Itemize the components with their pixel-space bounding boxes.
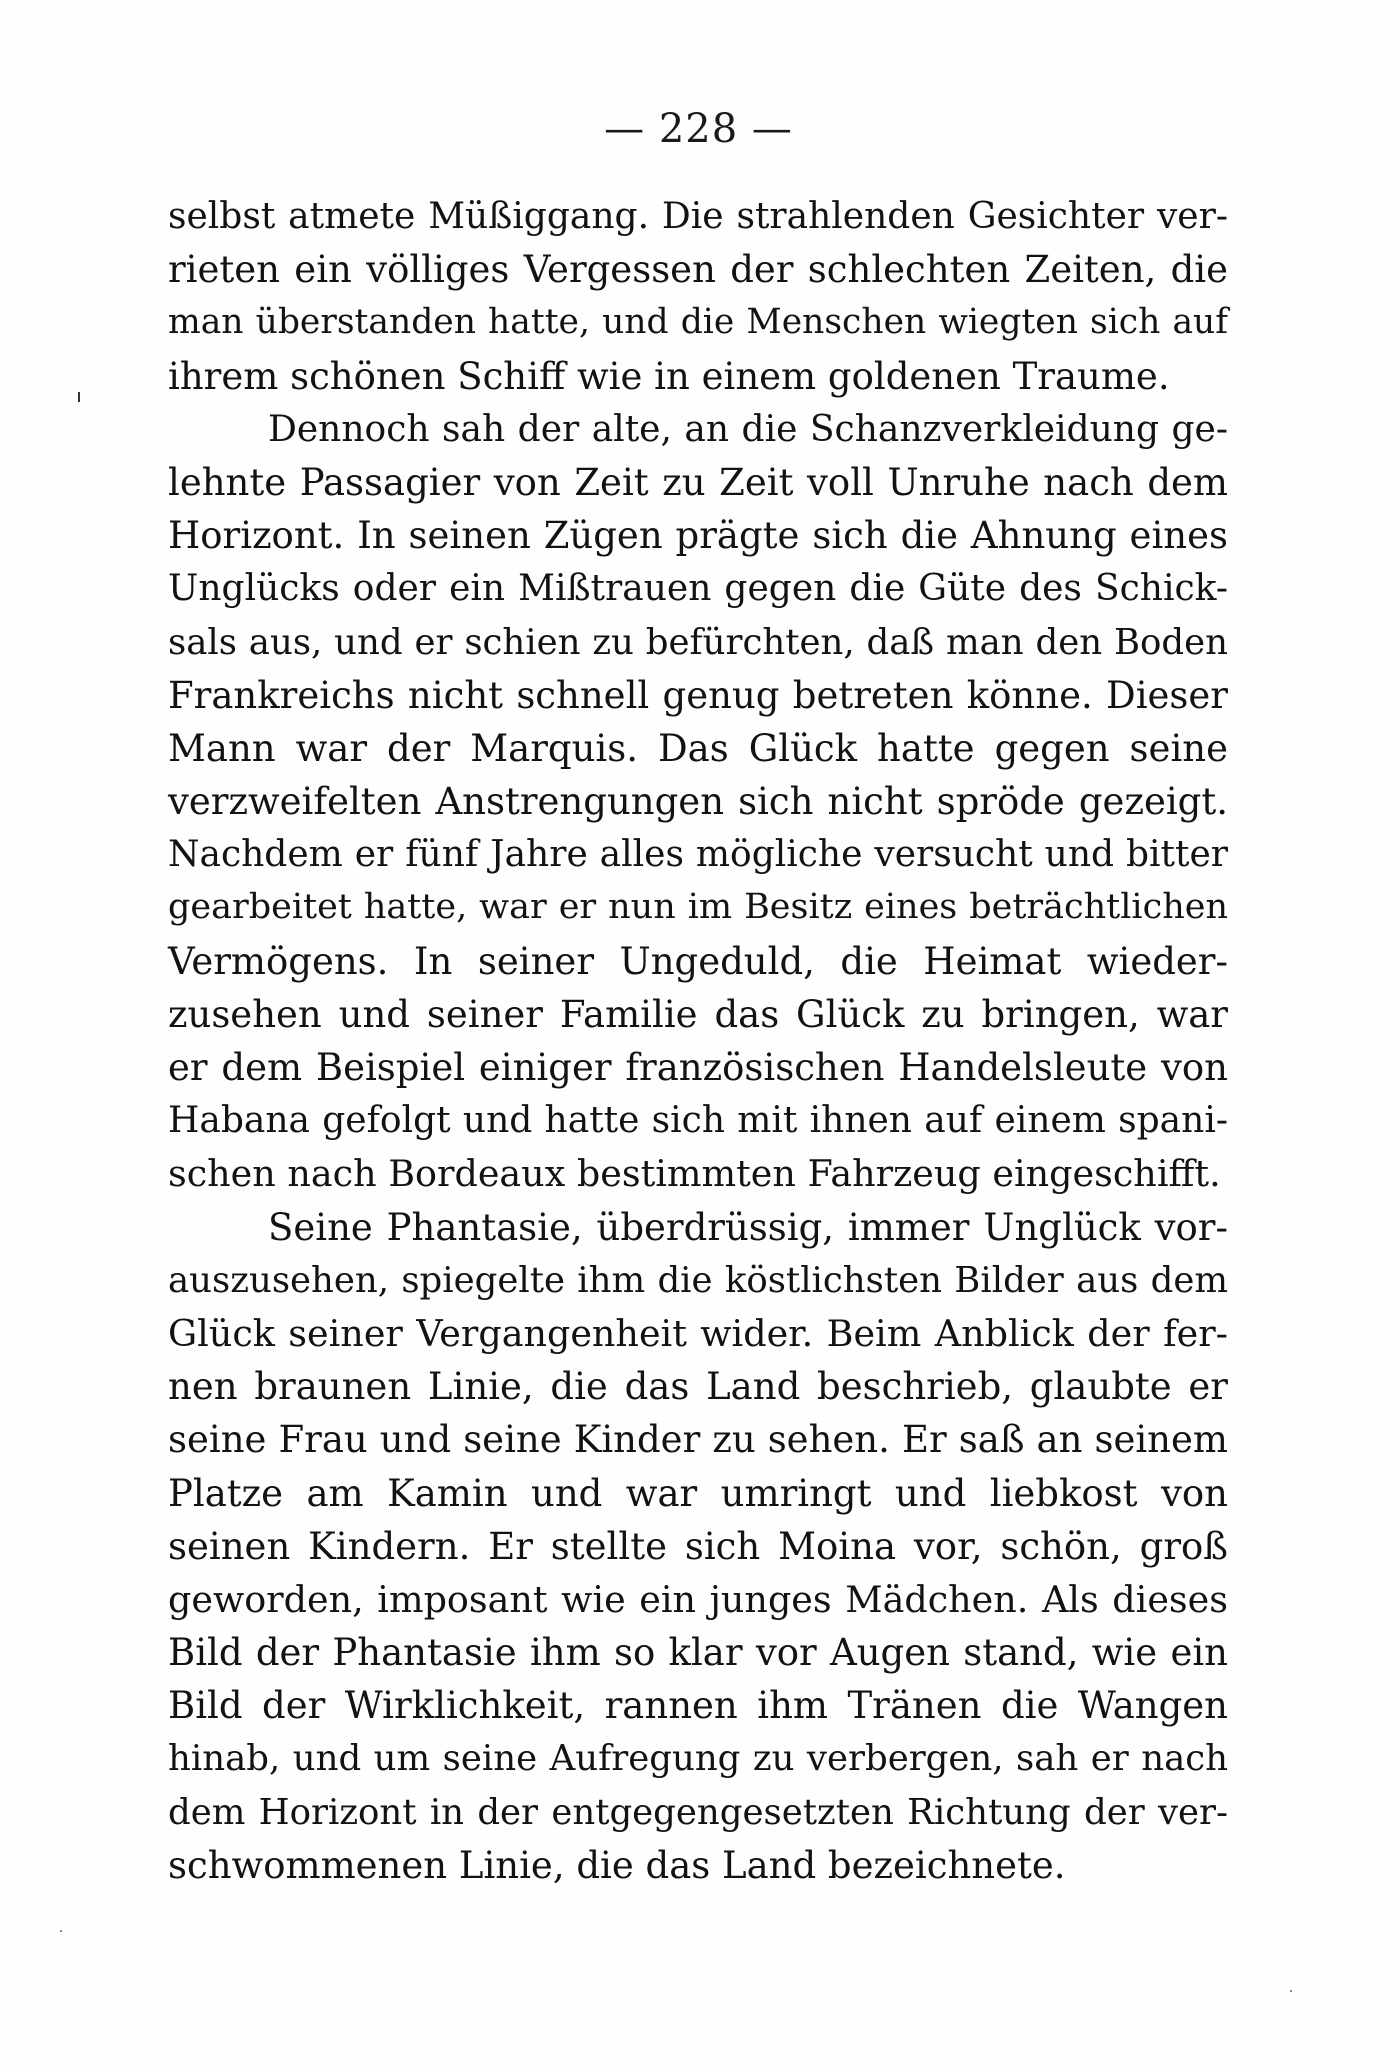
text-line: zusehen und seiner Familie das Glück zu bringen, war: [168, 992, 1228, 1036]
text-line: hinab, und um seine Aufregung zu verbergen, sah er nach: [168, 1738, 1228, 1780]
text-line: Frankreichs nicht schnell genug betreten könne. Dieser: [168, 673, 1228, 717]
text-line: Bild der Phantasie ihm so klar vor Augen stand, wie ein: [168, 1631, 1228, 1675]
page-number: — 228 —: [604, 106, 793, 152]
text-line: schwommenen Linie, die das Land bezeichnete.: [168, 1843, 1066, 1887]
text-line: ihrem schönen Schiff wie in einem goldenen Traume.: [168, 354, 1170, 398]
text-line: er dem Beispiel einiger französischen Handelsleute von: [168, 1046, 1228, 1089]
text-line: Horizont. In seinen Zügen prägte sich die Ahnung eines: [168, 514, 1228, 558]
text-line: selbst atmete Müßiggang. Die strahlenden Gesichter ver-: [168, 196, 1228, 237]
text-line: nen braunen Linie, die das Land beschrieb, glaubte er: [168, 1365, 1228, 1409]
text-line: seinen Kindern. Er stellte sich Moina vor, schön, groß: [168, 1524, 1228, 1568]
margin-mark: [78, 392, 80, 402]
text-line: schen nach Bordeaux bestimmten Fahrzeug eingeschifft.: [168, 1152, 1221, 1196]
text-line: Seine Phantasie, überdrüssig, immer Unglück vor-: [268, 1205, 1228, 1249]
paper-speck: [1290, 1990, 1292, 1992]
text-line: Platze am Kamin und war umringt und liebkost von: [168, 1471, 1228, 1515]
text-line: Bild der Wirklichkeit, rannen ihm Tränen die Wangen: [168, 1684, 1228, 1728]
text-line: rieten ein völliges Vergessen der schlechten Zeiten, die: [168, 248, 1228, 292]
body-text: [168, 190, 1228, 1892]
text-line: Glück seiner Vergangenheit wider. Beim Anblick der fer-: [168, 1311, 1228, 1355]
text-line: verzweifelten Anstrengungen sich nicht spröde gezeigt.: [168, 780, 1228, 824]
text-line: Dennoch sah der alte, an die Schanzverkleidung ge-: [268, 408, 1228, 450]
text-line: Habana gefolgt und hatte sich mit ihnen auf einem spani-: [168, 1100, 1228, 1142]
text-line: Unglücks oder ein Mißtrauen gegen die Güte des Schick-: [168, 568, 1228, 610]
text-line: auszusehen, spiegelte ihm die köstlichsten Bilder aus dem: [168, 1259, 1228, 1301]
text-line: Vermögens. In seiner Ungeduld, die Heimat wieder-: [168, 939, 1228, 983]
text-line: Mann war der Marquis. Das Glück hatte gegen seine: [168, 726, 1228, 770]
paper-speck: [60, 1930, 62, 1932]
text-line: gearbeitet hatte, war er nun im Besitz eines beträchtlichen: [168, 887, 1228, 928]
text-line: lehnte Passagier von Zeit zu Zeit voll Unruhe nach dem: [168, 460, 1228, 504]
text-line: geworden, imposant wie ein junges Mädchen. Als dieses: [168, 1577, 1228, 1621]
text-line: Nachdem er fünf Jahre alles mögliche versucht und bitter: [168, 834, 1228, 876]
text-line: seine Frau und seine Kinder zu sehen. Er saß an seinem: [168, 1418, 1228, 1462]
text-line: sals aus, und er schien zu befürchten, daß man den Boden: [168, 621, 1228, 663]
text-line: dem Horizont in der entgegengesetzten Richtung der ver-: [168, 1791, 1228, 1833]
text-line: man überstanden hatte, und die Menschen wiegten sich auf: [168, 302, 1228, 343]
